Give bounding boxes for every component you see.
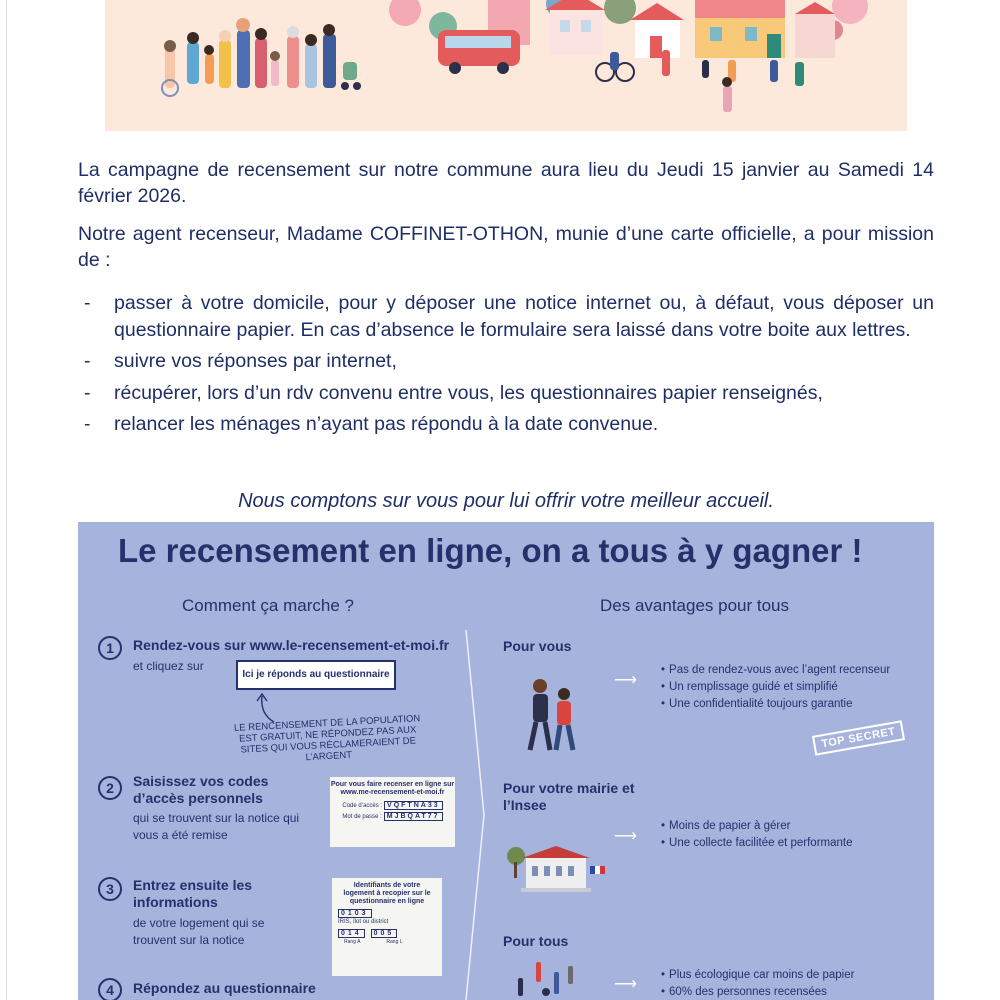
campaign-dates-paragraph: La campagne de recensement sur notre commune aura lieu du Jeudi 15 janvier au Samedi 14 février 2026. — [78, 159, 934, 207]
answer-questionnaire-button[interactable]: Ici je réponds au questionnaire — [236, 660, 396, 690]
step-1-subtitle: et cliquez sur — [133, 659, 204, 673]
benefits-heading: Des avantages pour tous — [600, 596, 790, 615]
rank-l-value: 005 — [371, 929, 398, 938]
arrow-icon: ⟶ — [614, 672, 637, 689]
list-item: • Plus écologique car moins de papier — [661, 967, 854, 984]
mission-text: récupérer, lors d’un rdv convenu entre vous, les questionnaires papier renseignés, — [114, 381, 823, 404]
iris-label: IRIS, îlot ou district — [338, 919, 389, 925]
mission-list — [78, 290, 934, 443]
access-code-label: Code d’accès : — [342, 803, 383, 809]
rank-a-value: 014 — [338, 929, 365, 938]
step-3-number: 3 — [98, 877, 122, 901]
arrow-icon: ⟶ — [614, 976, 637, 993]
column-divider — [464, 630, 488, 1000]
step-4-title: Répondez au questionnaire — [133, 980, 316, 996]
step-2-title: Saisissez vos codes d’accès personnels — [133, 773, 269, 806]
access-code-value: VQFTNA33 — [384, 801, 443, 810]
rank-l-label: Rang L — [386, 939, 403, 945]
password-value: MJBQAT77 — [384, 812, 443, 821]
mission-text: suivre vos réponses par internet, — [114, 350, 397, 372]
list-item: • Une collecte facilitée et performante — [661, 835, 853, 852]
iris-value: 0103 — [338, 909, 372, 918]
couple-walking-illustration — [518, 672, 588, 754]
town-hall-illustration — [506, 844, 611, 900]
for-you-heading: Pour vous — [503, 638, 572, 654]
arrow-icon: ⟶ — [614, 828, 637, 845]
for-all-heading: Pour tous — [503, 933, 569, 949]
for-all-benefits — [661, 967, 854, 1000]
for-town-hall-benefits — [661, 818, 853, 852]
for-you-benefits — [661, 662, 890, 713]
crowd-illustration — [508, 958, 588, 1000]
free-census-warning: LE RENCENSEMENT DE LA POPULATION EST GRATUIT, NE RÉPONDEZ PAS AUX SITES QUI VOUS RÉCLAMERAIENT DE L’ARGENT — [233, 713, 421, 764]
step-3-subtitle: de votre logement qui se trouvent sur la notice — [133, 916, 265, 947]
step-3-title: Entrez ensuite les informations — [133, 877, 253, 910]
list-item: • Un remplissage guidé et simplifié — [661, 679, 890, 696]
list-item — [78, 411, 934, 438]
agent-paragraph: Notre agent recenseur, Madame COFFINET-OTHON, munie d’une carte officielle, a pour mission de : — [78, 223, 934, 271]
list-item: • Pas de rendez-vous avec l’agent recenseur — [661, 662, 890, 679]
how-it-works-heading: Comment ça marche ? — [182, 596, 354, 615]
step-2-number: 2 — [98, 776, 122, 800]
census-online-card — [78, 522, 934, 1000]
mission-text: passer à votre domicile, pour y déposer une notice internet ou, à défaut, vous déposer un questionnaire papier. En cas d’absence le formulaire sera laissé dans votre boite aux lettres. — [114, 292, 934, 341]
notice-url: www.me-recensement-et-moi.fr — [340, 789, 445, 796]
page-edge — [6, 0, 7, 1000]
bullet-dash: - — [84, 381, 91, 404]
step-1-title: Rendez-vous sur www.le-recensement-et-moi.fr — [133, 637, 450, 653]
card-title: Le recensement en ligne, on a tous à y gagner ! — [118, 532, 863, 569]
bullet-dash: - — [84, 350, 91, 372]
password-label: Mot de passe : — [342, 814, 382, 820]
bullet-dash: - — [84, 413, 91, 435]
mission-text: relancer les ménages n’ayant pas répondu à la date convenue. — [114, 413, 659, 435]
curved-arrow-icon — [254, 692, 284, 724]
top-secret-stamp: TOP SECRET — [812, 720, 905, 755]
list-item — [78, 380, 934, 407]
list-item: • Moins de papier à gérer — [661, 818, 853, 835]
hero-illustration — [105, 0, 907, 131]
housing-id-notice — [332, 878, 442, 976]
for-town-hall-heading: Pour votre mairie et l’Insee — [503, 780, 635, 813]
list-item: • Une confidentialité toujours garantie — [661, 696, 890, 713]
step-1-number: 1 — [98, 636, 122, 660]
rank-a-label: Rang A — [344, 939, 361, 945]
list-item — [78, 290, 934, 343]
list-item — [78, 348, 934, 375]
bullet-dash: - — [84, 292, 91, 314]
step-2-subtitle: qui se trouvent sur la notice qui vous a été remise — [133, 811, 300, 842]
housing-notice-title: Identifiants de votre logement à recopier sur le questionnaire en ligne — [343, 882, 431, 905]
list-item: • 60% des personnes recensées — [661, 984, 854, 1000]
access-code-notice — [330, 777, 455, 847]
notice-title: Pour vous faire recenser en ligne sur — [330, 781, 455, 788]
closing-sentence: Nous comptons sur vous pour lui offrir votre meilleur accueil. — [238, 490, 774, 512]
step-4-number: 4 — [98, 978, 122, 1000]
